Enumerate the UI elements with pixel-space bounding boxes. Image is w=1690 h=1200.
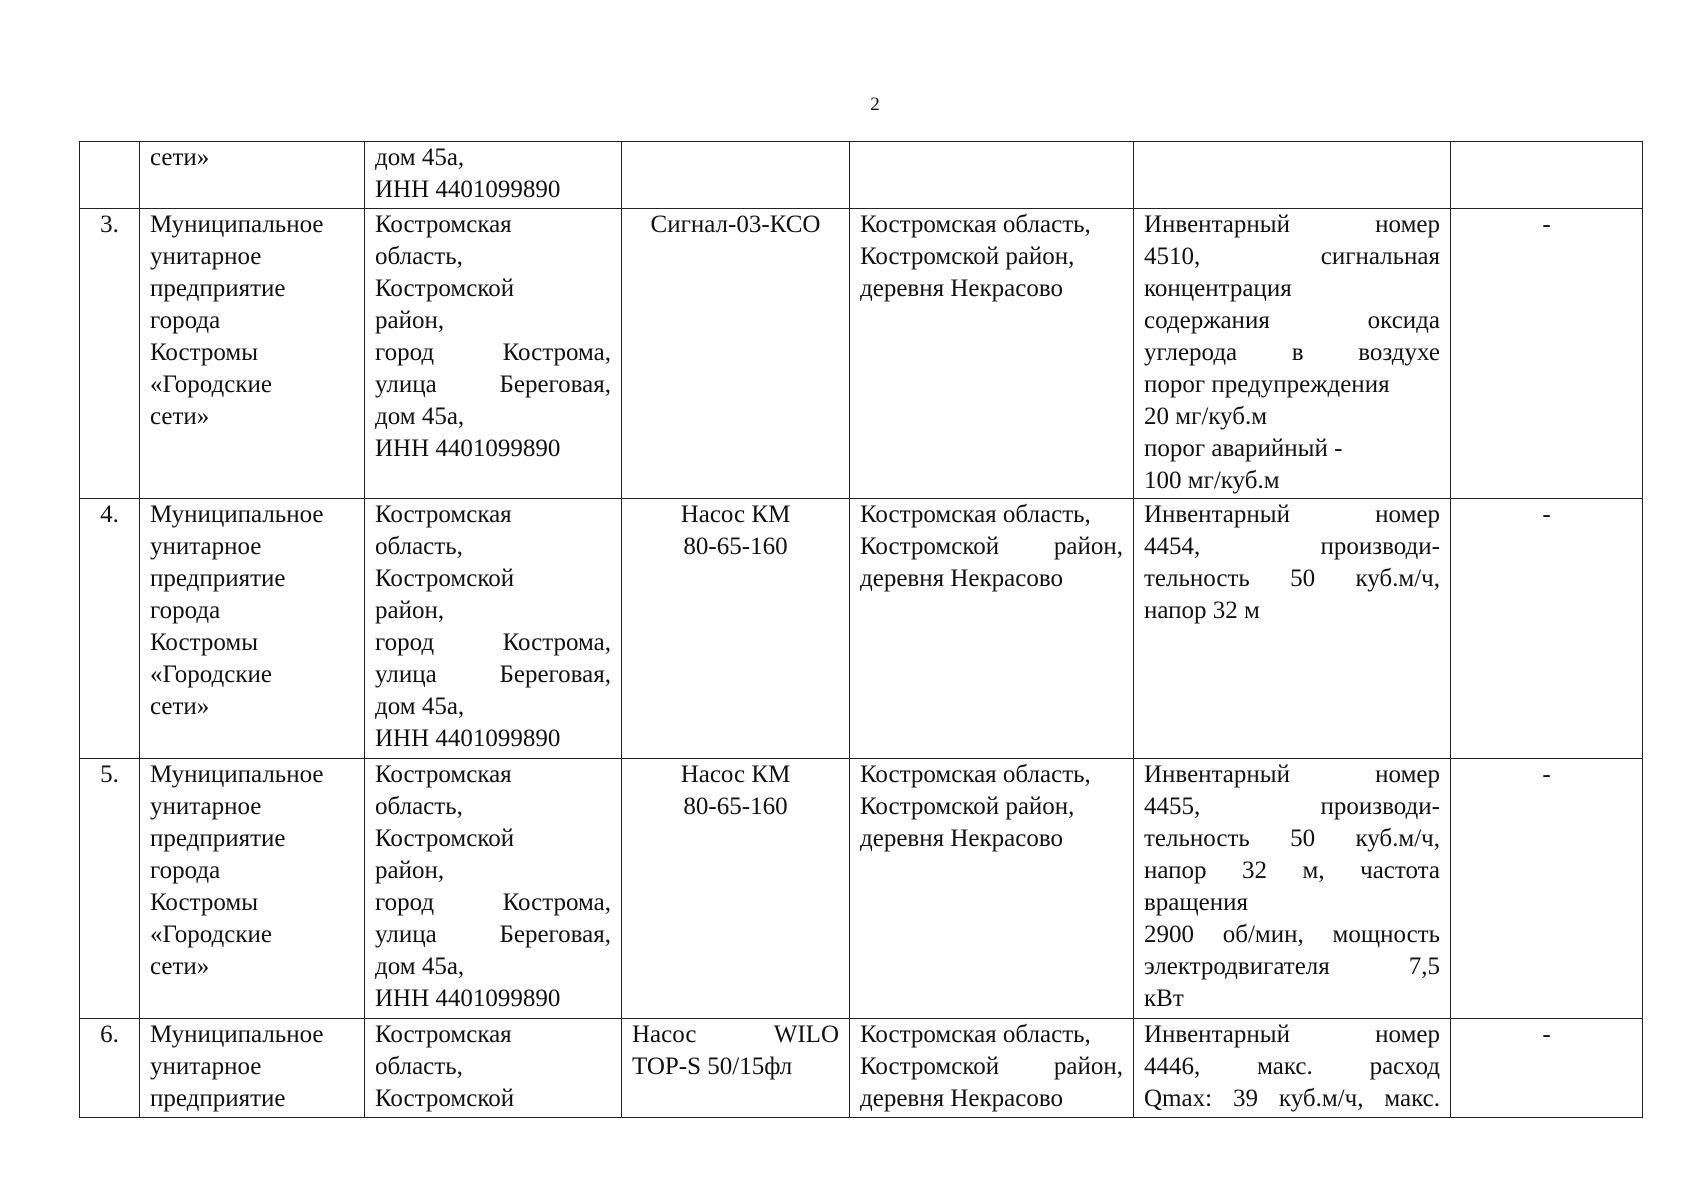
location-cell — [850, 1019, 1134, 1118]
address-line: ИНН 4401099890 — [375, 176, 561, 203]
note-cell: - — [1451, 1019, 1643, 1118]
note-cell: - — [1451, 209, 1643, 499]
equipment-registry-table — [79, 141, 1643, 1118]
spec-line: вращения — [1144, 889, 1249, 916]
address-line: район, — [375, 597, 445, 624]
spec-cell — [1134, 209, 1451, 499]
owner-line: предприятие — [150, 275, 286, 302]
owner-line: «Городские — [150, 371, 272, 398]
table-row — [80, 499, 1643, 759]
address-line: район, — [375, 857, 445, 884]
address-line: ИНН 4401099890 — [375, 435, 561, 462]
location-line: деревня Некрасово — [860, 1085, 1063, 1112]
owner-line: города — [150, 597, 221, 624]
owner-cell — [140, 1019, 365, 1118]
address-line: область, — [375, 243, 463, 270]
address-cell — [365, 142, 622, 209]
spec-line: Инвентарный номер — [1144, 761, 1440, 788]
owner-cell — [140, 499, 365, 759]
address-line: дом 45а, — [375, 403, 465, 430]
owner-line: Костромы — [150, 339, 259, 366]
owner-line: предприятие — [150, 1085, 286, 1112]
spec-line: порог аварийный - — [1144, 435, 1343, 462]
spec-line: 4455, производи- — [1144, 793, 1440, 820]
spec-line: Qmax: 39 куб.м/ч, макс. — [1144, 1085, 1440, 1112]
model-cell — [622, 209, 850, 499]
spec-line: 4446, макс. расход — [1144, 1053, 1440, 1080]
address-line: ИНН 4401099890 — [375, 725, 561, 752]
row-number-cell — [80, 142, 140, 209]
owner-line: сети» — [150, 144, 210, 171]
location-line: Костромской район, — [860, 243, 1075, 270]
address-line: город Кострома, — [375, 339, 611, 366]
owner-line: «Городские — [150, 921, 272, 948]
address-line: дом 45а, — [375, 953, 465, 980]
row-number-cell: 5. — [80, 759, 140, 1019]
address-line: улица Береговая, — [375, 661, 611, 688]
spec-line: порог предупреждения — [1144, 371, 1390, 398]
location-line: Костромской район, — [860, 1053, 1123, 1080]
spec-line: 100 мг/куб.м — [1144, 467, 1280, 494]
address-line: Костромская — [375, 1021, 512, 1048]
address-line: область, — [375, 1053, 463, 1080]
spec-line: углерода в воздухе — [1144, 339, 1440, 366]
address-line: дом 45а, — [375, 144, 465, 171]
model-cell — [622, 499, 850, 759]
spec-line: напор 32 м, частота — [1144, 857, 1440, 884]
spec-line: 20 мг/куб.м — [1144, 403, 1268, 430]
spec-line: тельность 50 куб.м/ч, — [1144, 825, 1440, 852]
owner-cell — [140, 209, 365, 499]
spec-line: напор 32 м — [1144, 597, 1260, 624]
spec-line: тельность 50 куб.м/ч, — [1144, 565, 1440, 592]
model-line: Сигнал-03-КСО — [650, 211, 821, 238]
address-line: ИНН 4401099890 — [375, 985, 561, 1012]
location-cell — [850, 142, 1134, 209]
owner-line: Костромы — [150, 889, 259, 916]
spec-line: содержания оксида — [1144, 307, 1440, 334]
address-line: улица Береговая, — [375, 921, 611, 948]
owner-line: города — [150, 857, 221, 884]
address-line: район, — [375, 307, 445, 334]
spec-cell — [1134, 142, 1451, 209]
model-line: 80-65-160 — [683, 533, 788, 560]
table-row — [80, 759, 1643, 1019]
model-cell — [622, 1019, 850, 1118]
spec-cell — [1134, 1019, 1451, 1118]
owner-cell — [140, 759, 365, 1019]
spec-cell — [1134, 499, 1451, 759]
model-line: Насос КМ — [680, 501, 791, 528]
owner-line: унитарное — [150, 1053, 262, 1080]
owner-line: сети» — [150, 403, 210, 430]
address-cell — [365, 1019, 622, 1118]
address-cell — [365, 759, 622, 1019]
location-line: Костромская область, — [860, 211, 1091, 238]
location-line: деревня Некрасово — [860, 275, 1063, 302]
owner-line: Костромы — [150, 629, 259, 656]
owner-line: Муниципальное — [150, 1021, 324, 1048]
owner-line: унитарное — [150, 243, 262, 270]
address-line: Костромской — [375, 825, 515, 852]
spec-line: 4454, производи- — [1144, 533, 1440, 560]
address-cell — [365, 209, 622, 499]
row-number-cell: 4. — [80, 499, 140, 759]
model-line: Насос WILO — [632, 1021, 839, 1048]
model-line: Насос КМ — [680, 761, 791, 788]
spec-line: Инвентарный номер — [1144, 211, 1440, 238]
owner-line: унитарное — [150, 533, 262, 560]
owner-line: Муниципальное — [150, 761, 324, 788]
location-line: Костромская область, — [860, 761, 1091, 788]
address-line: область, — [375, 533, 463, 560]
owner-line: «Городские — [150, 661, 272, 688]
location-cell — [850, 759, 1134, 1019]
location-line: деревня Некрасово — [860, 825, 1063, 852]
table-row — [80, 1019, 1643, 1118]
address-line: Костромская — [375, 501, 512, 528]
owner-cell — [140, 142, 365, 209]
location-line: Костромской район, — [860, 533, 1123, 560]
address-line: улица Береговая, — [375, 371, 611, 398]
address-line: область, — [375, 793, 463, 820]
spec-line: концентрация — [1144, 275, 1292, 302]
address-line: Костромской — [375, 275, 515, 302]
spec-line: 2900 об/мин, мощность — [1144, 921, 1440, 948]
address-line: Костромская — [375, 211, 512, 238]
address-line: Костромская — [375, 761, 512, 788]
note-cell: - — [1451, 759, 1643, 1019]
model-cell — [622, 759, 850, 1019]
spec-line: Инвентарный номер — [1144, 501, 1440, 528]
table-row — [80, 209, 1643, 499]
owner-line: сети» — [150, 953, 210, 980]
spec-line: кВт — [1144, 985, 1184, 1012]
location-cell — [850, 209, 1134, 499]
row-number-cell: 3. — [80, 209, 140, 499]
note-cell — [1451, 142, 1643, 209]
address-cell — [365, 499, 622, 759]
spec-line: 4510, сигнальная — [1144, 243, 1440, 270]
owner-line: города — [150, 307, 221, 334]
address-line: Костромской — [375, 1085, 515, 1112]
location-line: Костромской район, — [860, 793, 1075, 820]
location-cell — [850, 499, 1134, 759]
model-line: TOP-S 50/15фл — [632, 1053, 793, 1080]
address-line: Костромской — [375, 565, 515, 592]
owner-line: Муниципальное — [150, 501, 324, 528]
address-line: город Кострома, — [375, 629, 611, 656]
page-number: 2 — [870, 94, 880, 115]
spec-line: Инвентарный номер — [1144, 1021, 1440, 1048]
owner-line: Муниципальное — [150, 211, 324, 238]
spec-cell — [1134, 759, 1451, 1019]
table-row — [80, 142, 1643, 209]
owner-line: предприятие — [150, 565, 286, 592]
row-number-cell: 6. — [80, 1019, 140, 1118]
model-cell — [622, 142, 850, 209]
location-line: Костромская область, — [860, 501, 1091, 528]
note-cell: - — [1451, 499, 1643, 759]
location-line: Костромская область, — [860, 1021, 1091, 1048]
owner-line: предприятие — [150, 825, 286, 852]
model-line: 80-65-160 — [683, 793, 788, 820]
address-line: дом 45а, — [375, 693, 465, 720]
location-line: деревня Некрасово — [860, 565, 1063, 592]
owner-line: сети» — [150, 693, 210, 720]
address-line: город Кострома, — [375, 889, 611, 916]
spec-line: электродвигателя 7,5 — [1144, 953, 1440, 980]
owner-line: унитарное — [150, 793, 262, 820]
